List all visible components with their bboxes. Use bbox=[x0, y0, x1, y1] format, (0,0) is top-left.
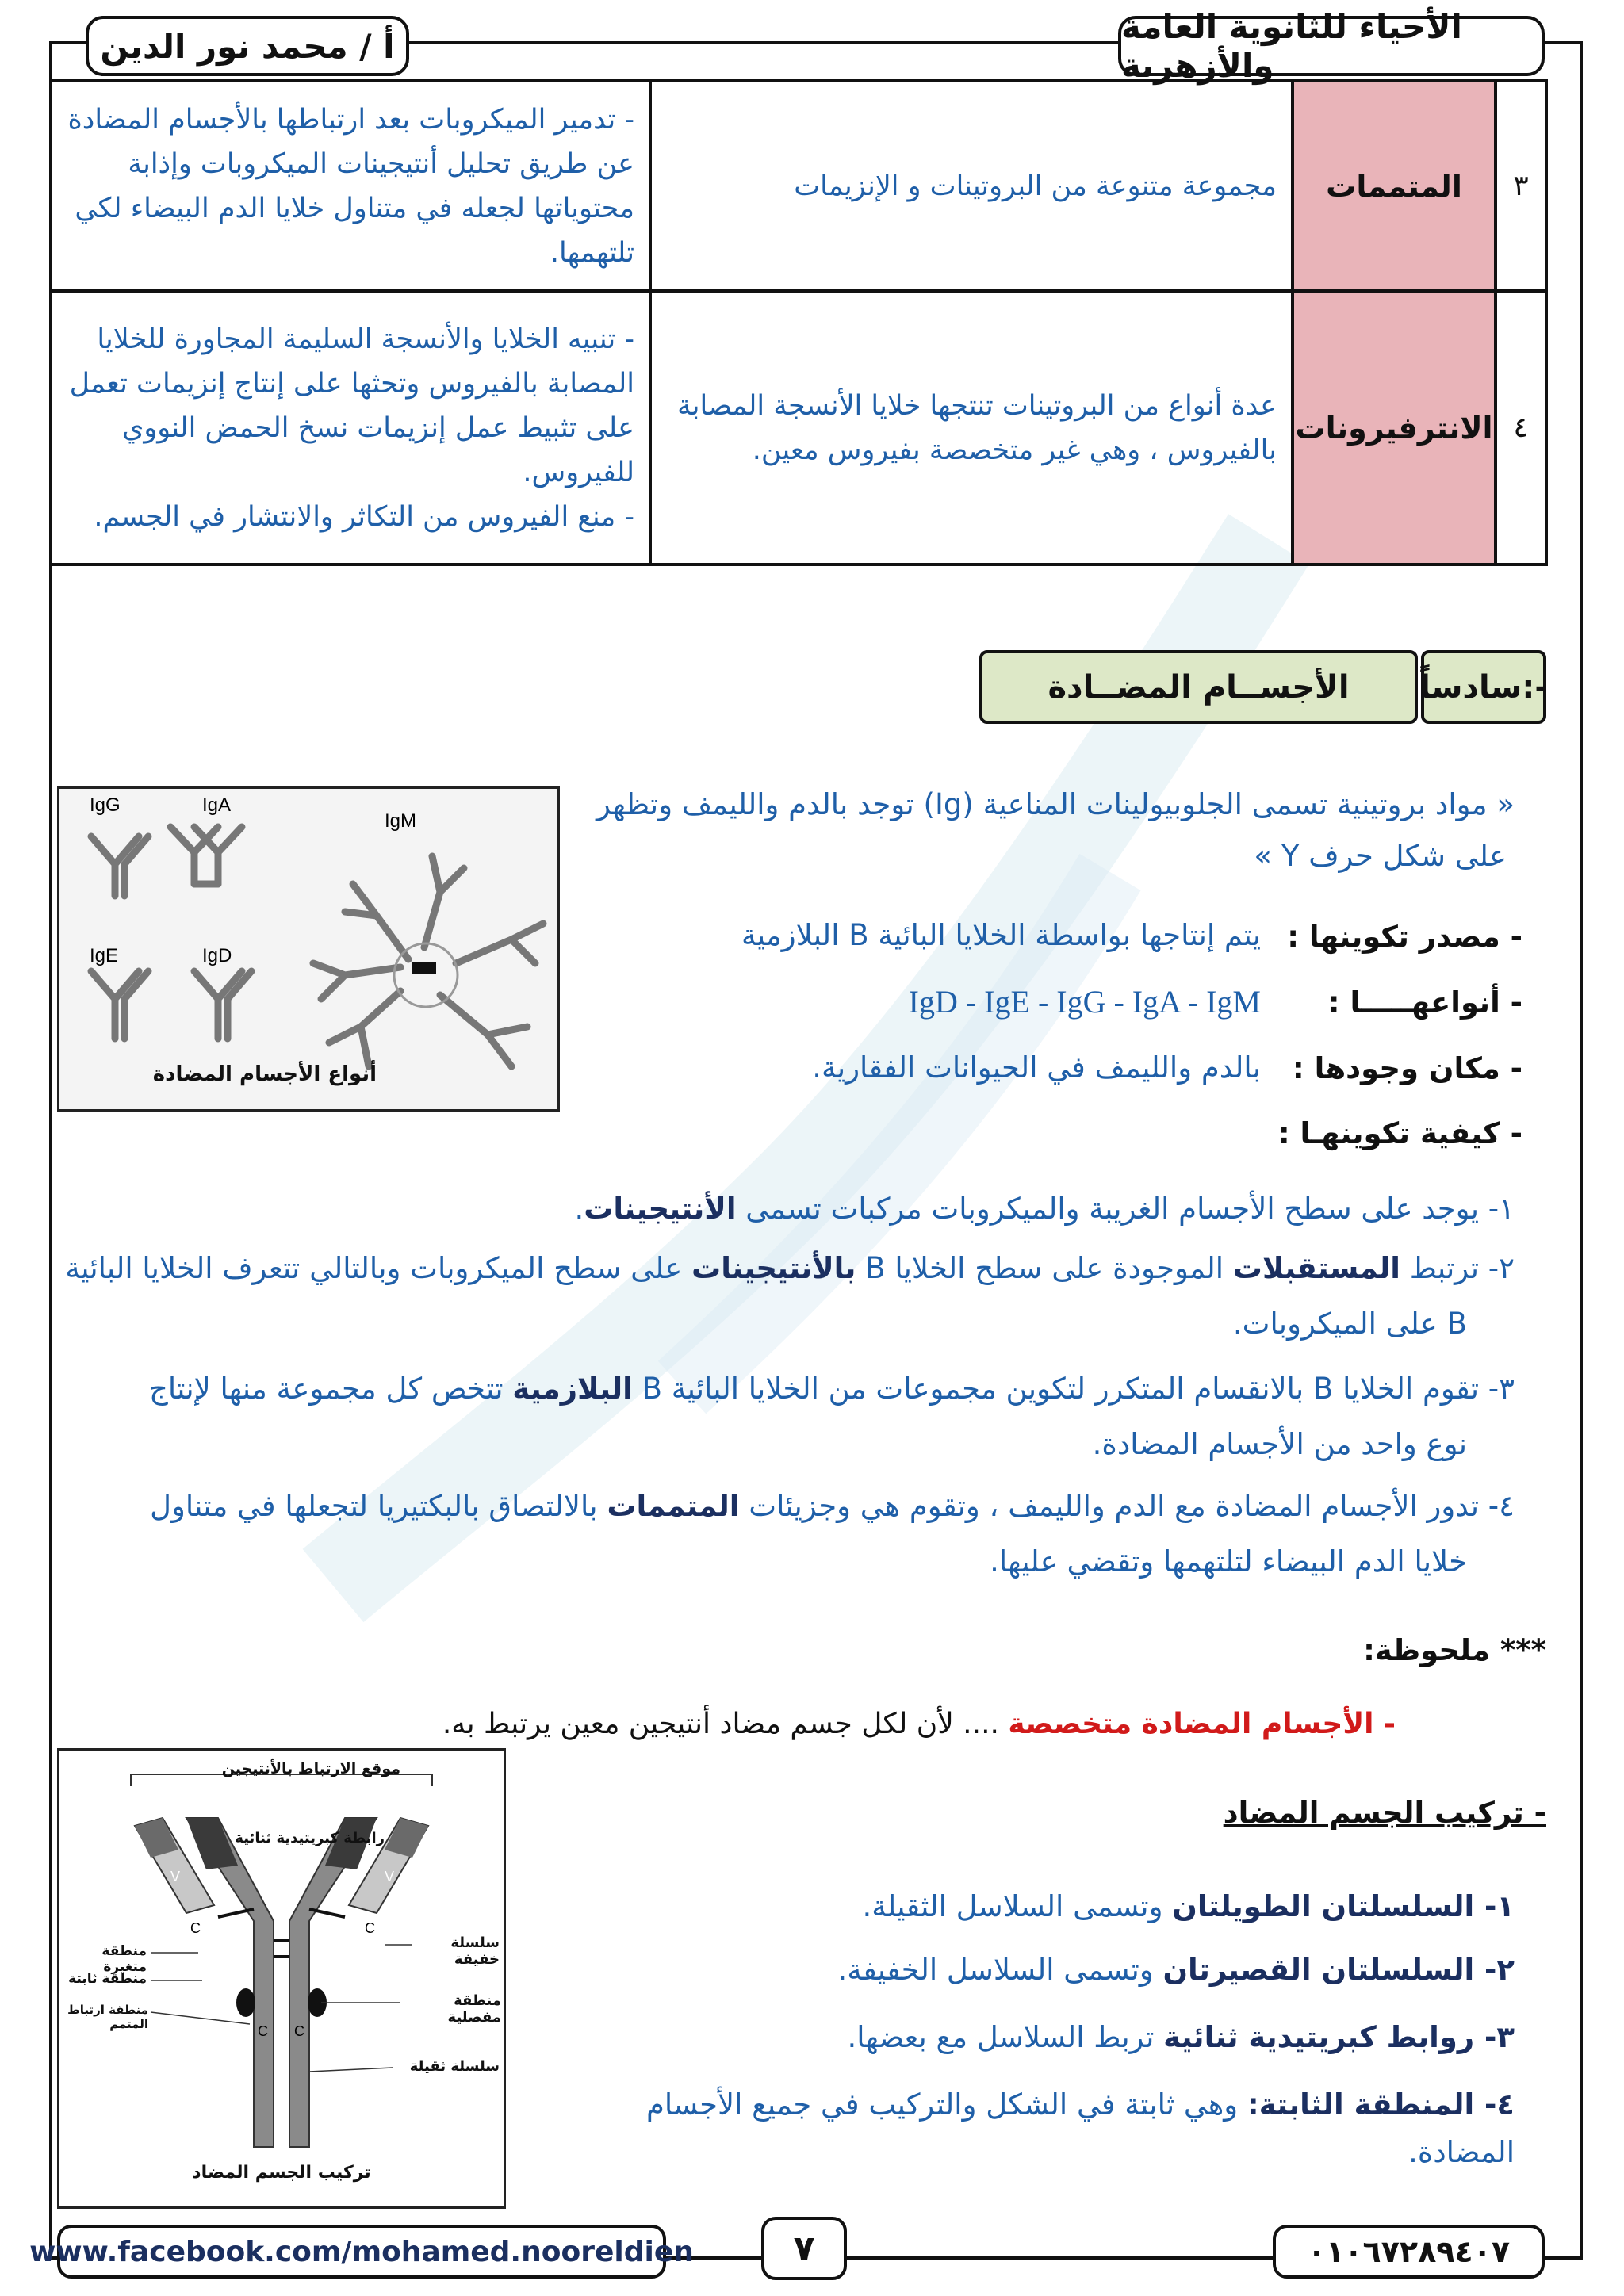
row-number: ٣ bbox=[1496, 81, 1546, 291]
figure2-caption: تركيب الجسم المضاد bbox=[192, 2163, 371, 2183]
label-complement-site: منطقة ارتباط المتمم bbox=[67, 2003, 148, 2031]
step-2: ٢- ترتبط المستقبلات الموجودة على سطح الخلايا B بالأنتيجينات على سطح الميكروبات وبالتالي تتعرف الخلايا البائية bbox=[65, 1251, 1515, 1285]
step-3: ٣- تقوم الخلايا B بالانقسام المتكرر لتكوين مجموعات من الخلايا البائية B البلازمية تتخص كل مجموعة منها لإنتاج bbox=[149, 1372, 1515, 1406]
step-4-cont: خلايا الدم البيضاء لتلتهمها وتقضي عليها. bbox=[990, 1544, 1467, 1578]
label-heavy-chain: سلسلة ثقيلة bbox=[409, 2058, 500, 2075]
label-igg: IgG bbox=[90, 794, 121, 816]
label-constant-region: منطقة ثابتة bbox=[68, 1971, 147, 1987]
step-2-cont: B على الميكروبات. bbox=[1232, 1307, 1467, 1341]
label-hinge: منطقة مفصلية bbox=[447, 1992, 501, 2026]
header-title-box bbox=[1118, 7, 1545, 85]
label-c-stem-left: C bbox=[258, 2023, 268, 2039]
intro-line-2: على شكل حرف Y » bbox=[1254, 839, 1507, 873]
step-4: ٤- تدور الأجسام المضادة مع الدم والليمف ، وتقوم هي وجزيئات المتممات بالالتصاق بالبكتيريا لتجعلها في متناول bbox=[150, 1489, 1515, 1523]
step-3-cont: نوع واحد من الأجسام المضادة. bbox=[1092, 1427, 1467, 1461]
structure-item: ٣- روابط كبريتيدية ثنائية تربط السلاسل مع بعضها. bbox=[847, 2020, 1515, 2054]
fact-value-location: بالدم والليمف في الحيوانات الفقارية. bbox=[812, 1050, 1261, 1085]
antibody-structure-figure bbox=[57, 1748, 506, 2209]
structure-item: ٢- السلسلتان القصيرتان وتسمى السلاسل الخفيفة. bbox=[837, 1953, 1515, 1987]
immunity-table bbox=[49, 79, 1548, 566]
label-binding-site: موقع الارتباط بالأنتيجين bbox=[221, 1760, 400, 1777]
row-name: الانترفيرونات bbox=[1293, 291, 1496, 564]
row-definition: مجموعة متنوعة من البروتينات و الإنزيمات bbox=[650, 81, 1293, 291]
figure1-caption: أنواع الأجسام المضادة bbox=[152, 1062, 377, 1086]
label-v-left: V bbox=[170, 1869, 181, 1885]
label-disulfide: رابطة كبريتيدية ثنائية bbox=[235, 1830, 385, 1846]
row-function bbox=[51, 81, 650, 291]
fact-value-source: يتم إنتاجها بواسطة الخلايا البائية B البلازمية bbox=[741, 918, 1261, 952]
row-definition: عدة أنواع من البروتينات تنتجها خلايا الأنسجة المصابة بالفيروس ، وهي غير متخصصة بفيروس معين. bbox=[650, 291, 1293, 564]
row-function bbox=[51, 291, 650, 564]
row-name: المتممات bbox=[1293, 81, 1496, 291]
structure-title: - تركيب الجسم المضاد bbox=[1223, 1796, 1546, 1830]
footer-phone: ٠١٠٦٧٢٨٩٤٠٧ bbox=[1273, 2225, 1545, 2279]
note-text: - الأجسام المضادة متخصصة .... لأن لكل جسم مضاد أنتيجين معين يرتبط به. bbox=[442, 1708, 1396, 1740]
label-c-stem-right: C bbox=[294, 2023, 304, 2039]
header-title: الأحياء للثانوية العامة والأزهرية bbox=[1121, 7, 1462, 85]
intro-line-1: « مواد بروتينية تسمى الجلوبيولينات المناعية (Ig) توجد بالدم والليمف وتظهر bbox=[596, 787, 1515, 821]
label-igd: IgD bbox=[202, 945, 232, 966]
page-number: ٧ bbox=[761, 2217, 847, 2280]
fact-label-source: - مصدر تكوينها : bbox=[1287, 920, 1522, 954]
section-number: سادساً:- bbox=[1421, 650, 1546, 724]
fact-label-types: - أنواعهـــــا : bbox=[1327, 985, 1522, 1020]
step-1: ١- يوجد على سطح الأجسام الغريبة والميكروبات مركبات تسمى الأنتيجينات. bbox=[574, 1192, 1515, 1226]
label-ige: IgE bbox=[90, 945, 119, 966]
row-function-text-2: - منع الفيروس من التكاثر والانتشار في الجسم. bbox=[94, 500, 634, 533]
row-number: ٤ bbox=[1496, 291, 1546, 564]
footer-website[interactable]: www.facebook.com/mohamed.nooreldien bbox=[57, 2225, 666, 2279]
fact-value-types: IgD - IgE - IgG - IgA - IgM bbox=[908, 984, 1261, 1020]
note-title: *** ملحوظة: bbox=[1363, 1633, 1546, 1667]
label-c-right: C bbox=[365, 1920, 375, 1936]
antibody-types-diagram bbox=[59, 789, 557, 1109]
label-variable-region: منطقة متغيرة bbox=[102, 1943, 147, 1975]
header-author-box bbox=[86, 16, 409, 76]
fact-label-formation: - كيفية تكوينهـا : bbox=[1277, 1116, 1522, 1150]
label-c-left: C bbox=[190, 1920, 201, 1936]
row-function-text: - تنبيه الخلايا والأنسجة السليمة المجاورة للخلايا المصابة بالفيروس وتحثها على إنتاج إنزيمات تعمل على تثبيط عمل إنزيمات نسخ الحمض النووي للفيروس. bbox=[69, 323, 634, 488]
fact-label-location: - مكان وجودها : bbox=[1292, 1051, 1522, 1085]
table-row bbox=[51, 291, 1546, 564]
label-v-right: V bbox=[385, 1869, 395, 1885]
section-title: الأجســام المضــادة bbox=[979, 650, 1418, 724]
table-row bbox=[51, 81, 1546, 291]
label-light-chain: سلسلة خفيفة bbox=[450, 1934, 500, 1968]
structure-item: ١- السلسلتان الطويلتان وتسمى السلاسل الثقيلة. bbox=[862, 1889, 1515, 1923]
label-iga: IgA bbox=[202, 794, 232, 816]
label-igm: IgM bbox=[385, 810, 417, 832]
header-author: أ / محمد نور الدين bbox=[100, 26, 395, 66]
antibody-types-figure bbox=[57, 786, 560, 1112]
structure-item: ٤- المنطقة الثابتة: وهي ثابتة في الشكل والتركيب في جميع الأجسام المضادة. bbox=[645, 2087, 1515, 2169]
row-function-text: - تدمير الميكروبات بعد ارتباطها بالأجسام المضادة عن طريق تحليل أنتيجينات الميكروبات وإذابة محتوياتها لجعله في متناول خلايا الدم البيضاء لكي تلتهمها. bbox=[67, 103, 634, 269]
